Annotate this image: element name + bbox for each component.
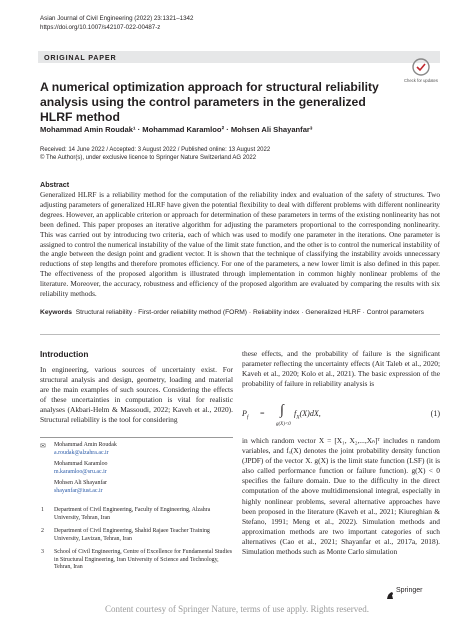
- right-column-paragraph-2: in which random vector X = [X₁, X₂,...,Xₙ]ᵀ includes n random variables, and fₓ(X) denotes the joint probability density function (JPDF) of the vector X. g(X) is the limit state function (LSF) (it is also called performance function or failure function). g(X) < 0 specifies the failure domain. Due to the difficulty in the direct computation of the above multidimensional integral, especially in highly nonlinear problems, several alternative approaches have been proposed in the literature (Kaveh et al., 2021; Kiureghian & Stefano, 1991; Meng et al., 2022). Simulation methods and approximation methods are two important categories of such alternatives (Cao et al., 2021; Shayanfar et al., 2017a, 2018). Simulation methods such as Monte Carlo simulation: [242, 436, 440, 557]
- footnote-divider: [40, 437, 233, 438]
- check-updates-icon: [406, 57, 436, 79]
- keywords-label: Keywords: [40, 309, 72, 316]
- email-icon: ✉: [40, 443, 46, 450]
- eq-number: (1): [430, 409, 440, 418]
- check-updates-label: Check for updates: [404, 78, 438, 83]
- author-email[interactable]: shayanfar@iust.ac.ir: [54, 487, 103, 494]
- eq-limit: g(X)<0: [276, 422, 291, 427]
- courtesy-footer: Content courtesy of Springer Nature, terms of use apply. Rights reserved.: [104, 604, 370, 614]
- publisher-logo-text: Springer: [396, 587, 423, 594]
- article-dates: [40, 146, 270, 163]
- right-column-paragraph-1: these effects, and the probability of failure is the significant parameter reflecting the uncertainty effects (Ait Taleb et al., 2020; Kaveh et al., 2020; Kolo et al., 2021). The basic expression of the probability of failure in reliability analysis is: [242, 349, 440, 389]
- introduction-heading: Introduction: [40, 349, 89, 359]
- author-email[interactable]: m.karamloo@sru.ac.ir: [54, 468, 107, 475]
- keywords-text: Structural reliability · First-order reliability method (FORM) · Reliability index · Generalized HLRF · Control parameters: [75, 309, 424, 316]
- history-line: Received: 14 June 2022 / Accepted: 3 August 2022 / Published online: 13 August 2022: [40, 147, 271, 153]
- eq-integrand: $f_X(X)dX$,: [294, 409, 321, 421]
- introduction-paragraph: In engineering, various sources of uncertainty exist. For structural analysis and design, geometry, loading and material are the main examples of such sources. Considering the effects of these uncertainties in computation is vital for realistic analyses (Akbari-Helm & Massoudi, 2022; Kaveh et al., 2020). Structural reliability is the tool for considering: [40, 365, 233, 425]
- eq-equals: =: [260, 409, 265, 418]
- paper-title: A numerical optimization approach for structural reliability analysis using the control parameters in the generalized HLRF method: [40, 80, 379, 124]
- author-email[interactable]: a.roudak@alzahra.ac.ir: [54, 449, 109, 456]
- keywords: [40, 308, 440, 318]
- corresponding-author: [54, 442, 117, 457]
- paper-type-label: ORIGINAL PAPER: [44, 53, 117, 62]
- author-list: Mohammad Amin Roudak¹ · Mohammad Karamloo² · Mohsen Ali Shayanfar³: [40, 125, 313, 134]
- springer-horse-icon: [386, 587, 395, 596]
- affiliation-2: Department of Civil Engineering, Shahid Rajaee Teacher Training University, Lavizan, Tehran, Iran: [54, 528, 210, 542]
- journal-citation: [40, 14, 193, 32]
- author-name: Mohammad Karamloo: [54, 461, 108, 467]
- integral-sign: ∫: [280, 403, 284, 418]
- eq-lhs: $P_f$: [242, 409, 249, 421]
- abstract-text: Generalized HLRF is a reliability method for the computation of the reliability index and evaluation of the safety of structures. Two adjusting parameters of generalized HLRF have given the potential flexibility to deal with different problems with different nonlinearity degrees. However, an applicable criterion or approach for determination of these parameters in terms of the existing nonlinearity has not been defined. This paper proposes an iterative algorithm for adjusting the parameters proportional to the corresponding nonlinearity. This was carried out by introducing two criteria, each of which was used to modify one parameter in the iterations. One parameter is assigned to control the numerical instability of the value of the limit state function, and the other is to control the numerical instability of the angle between the design point and gradient vector. It is shown that the technique of classifying the instability avoids unnecessary reductions of step lengths and therefore promotes efficiency. For one of the parameters, a new lower limit is also defined in this paper. The effectiveness of the proposed algorithm is illustrated through implementation in common highly nonlinear problems of the literature. Moreover, the accuracy, robustness and efficiency of the proposed algorithm are evaluated by comparing the results with six reliability methods.: [40, 190, 440, 299]
- author-contact: [54, 480, 107, 495]
- journal-line: Asian Journal of Civil Engineering (2022) 23:1321–1342: [40, 15, 194, 22]
- equation-1: [242, 403, 440, 431]
- affiliation-number: 2: [41, 528, 44, 534]
- author-name: Mohsen Ali Shayanfar: [54, 480, 108, 486]
- affiliation-number: 3: [41, 549, 44, 555]
- affiliation-number: 1: [41, 507, 44, 513]
- author-name: Mohammad Amin Roudak: [54, 442, 117, 448]
- author-contact: [54, 461, 108, 476]
- affiliation-1: Department of Civil Engineering, Faculty of Engineering, Alzahra University, Tehran, Iran: [54, 507, 211, 521]
- affiliation-3: School of Civil Engineering, Centre of Excellence for Fundamental Studies in Structural Engineering, Iran University of Science and Technology, Tehran, Iran: [54, 549, 232, 570]
- copyright-line: © The Author(s), under exclusive licence to Springer Nature Switzerland AG 2022: [40, 155, 257, 162]
- abstract-heading: Abstract: [40, 180, 70, 189]
- section-divider: [40, 334, 440, 335]
- doi-link[interactable]: https://doi.org/10.1007/s42107-022-00487-z: [40, 24, 161, 31]
